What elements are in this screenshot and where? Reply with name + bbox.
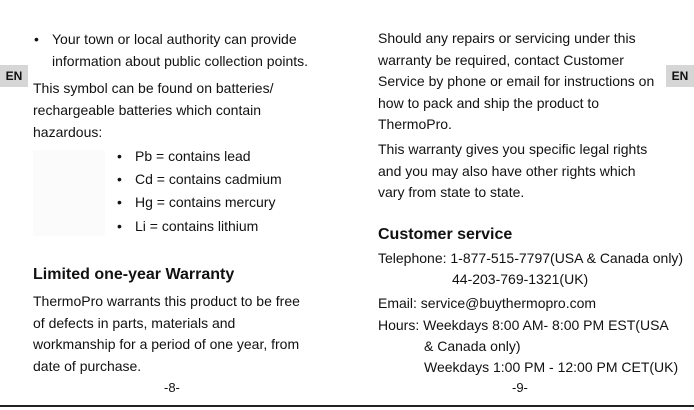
repair-text-line: ThermoPro. (378, 116, 452, 132)
symbol-text-line-1: This symbol can be found on batteries/ (33, 80, 274, 96)
substance-text: Pb = contains lead (135, 148, 251, 164)
bullet-text-line-2: information about public collection points. (52, 53, 309, 69)
bullet-icon: • (117, 218, 122, 234)
substance-text: Hg = contains mercury (135, 194, 276, 210)
repair-text-line: Service by phone or email for instructions on (378, 73, 655, 89)
right-page (347, 0, 694, 400)
bullet-icon: • (117, 148, 122, 164)
bullet-icon: • (117, 171, 122, 187)
hours-line-1: Hours: Weekdays 8:00 AM- 8:00 PM EST(USA (378, 317, 669, 333)
warranty-heading: Limited one-year Warranty (33, 266, 235, 283)
bullet-text-line-1: Your town or local authority can provide (52, 31, 297, 47)
left-page (0, 0, 347, 400)
substance-text: Cd = contains cadmium (135, 171, 282, 187)
email-line: Email: service@buythermopro.com (378, 295, 597, 311)
language-tab-left: EN (0, 65, 28, 87)
warranty-text-line: of defects in parts, materials and (33, 315, 236, 331)
repair-text-line: how to pack and ship the product to (378, 95, 600, 111)
bullet-icon: • (117, 194, 122, 210)
page-number-right: -9- (512, 380, 528, 395)
symbol-text-line-2: rechargeable batteries which contain (33, 102, 262, 118)
telephone-line-1: Telephone: 1-877-515-7797(USA & Canada only) (378, 250, 684, 266)
bullet-icon: • (34, 31, 39, 47)
telephone-line-2: 44-203-769-1321(UK) (452, 271, 589, 287)
customer-service-heading: Customer service (378, 226, 513, 243)
battery-symbol-area (33, 150, 105, 236)
hours-line-2: & Canada only) (424, 338, 521, 354)
repair-text-line: Should any repairs or servicing under this (378, 30, 636, 46)
rights-text-line: vary from state to state. (378, 184, 525, 200)
symbol-text-line-3: hazardous: (33, 124, 103, 140)
hours-line-3: Weekdays 1:00 PM - 12:00 PM CET(UK) (424, 359, 679, 375)
page-bottom-rule (0, 405, 694, 407)
rights-text-line: and you may also have other rights which (378, 163, 636, 179)
substance-text: Li = contains lithium (135, 218, 259, 234)
rights-text-line: This warranty gives you specific legal rights (378, 141, 648, 157)
warranty-text-line: date of purchase. (33, 358, 142, 374)
repair-text-line: warranty be required, contact Customer (378, 52, 624, 68)
page-number-left: -8- (164, 380, 180, 395)
warranty-text-line: ThermoPro warrants this product to be free (33, 293, 300, 309)
language-tab-right: EN (666, 65, 694, 87)
warranty-text-line: workmanship for a period of one year, from (33, 336, 300, 352)
